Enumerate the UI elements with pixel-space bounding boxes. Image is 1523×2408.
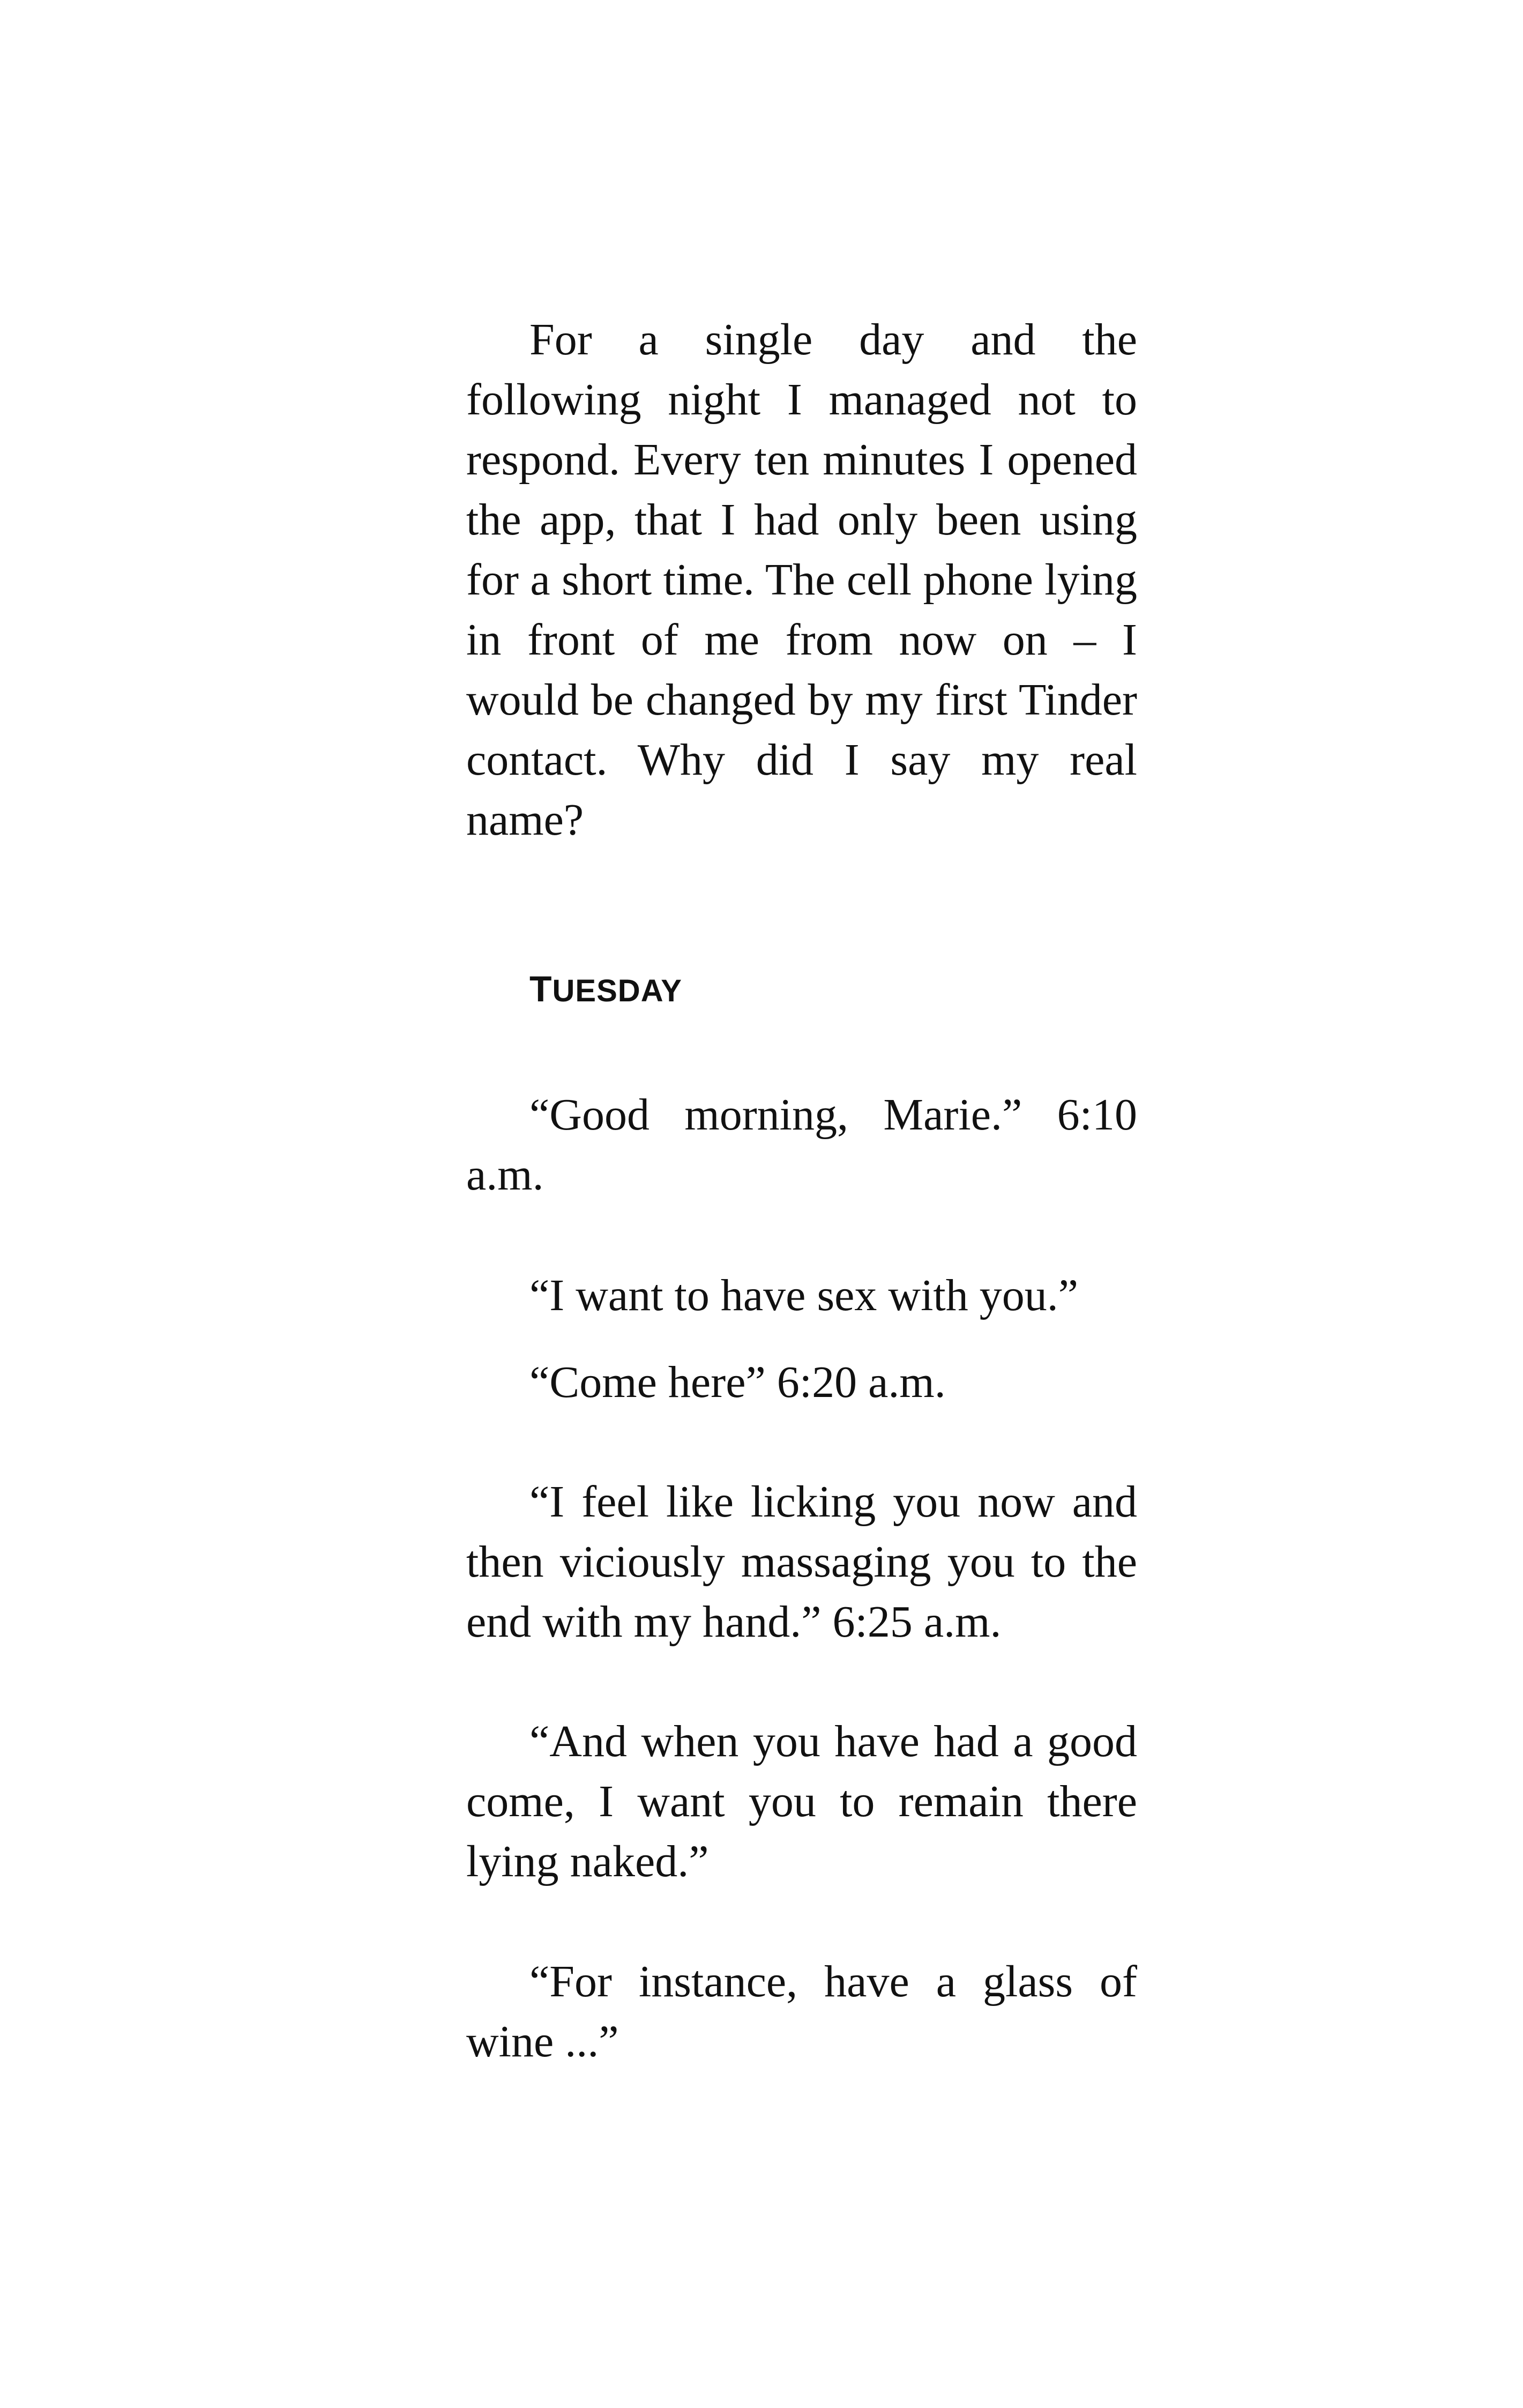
message-good-come xyxy=(466,1712,1137,1892)
message-come-here xyxy=(466,1352,1137,1413)
message-good-come-text: “And when you have had a good come, I want you to remain there lying naked.” xyxy=(466,1716,1137,1886)
message-come-here-text: “Come here” 6:20 a.m. xyxy=(529,1357,946,1407)
paragraph-intro-text: For a single day and the following night I managed not to respond. Every ten minutes I opened the app, that I had only been using for a short time. The cell phone lying in front of me from now on – I would be changed by my first Tinder contact. Why did I say my real name? xyxy=(466,315,1137,845)
paragraph-intro xyxy=(466,310,1137,850)
message-glass-of-wine xyxy=(466,1952,1137,2072)
heading-first-letter: T xyxy=(529,969,553,1009)
message-glass-of-wine-text: “For instance, have a glass of wine ...” xyxy=(466,1957,1137,2067)
message-licking xyxy=(466,1472,1137,1652)
section-heading-tuesday xyxy=(529,965,682,1015)
message-licking-text: “I feel like licking you now and then viciously massaging you to the end with my hand.” 6:25 a.m. xyxy=(466,1477,1137,1647)
message-good-morning xyxy=(466,1085,1137,1205)
message-good-morning-text: “Good morning, Marie.” 6:10 a.m. xyxy=(466,1090,1137,1200)
message-want-text: “I want to have sex with you.” xyxy=(529,1270,1079,1320)
message-want xyxy=(466,1266,1137,1326)
heading-rest: UESDAY xyxy=(552,973,682,1008)
